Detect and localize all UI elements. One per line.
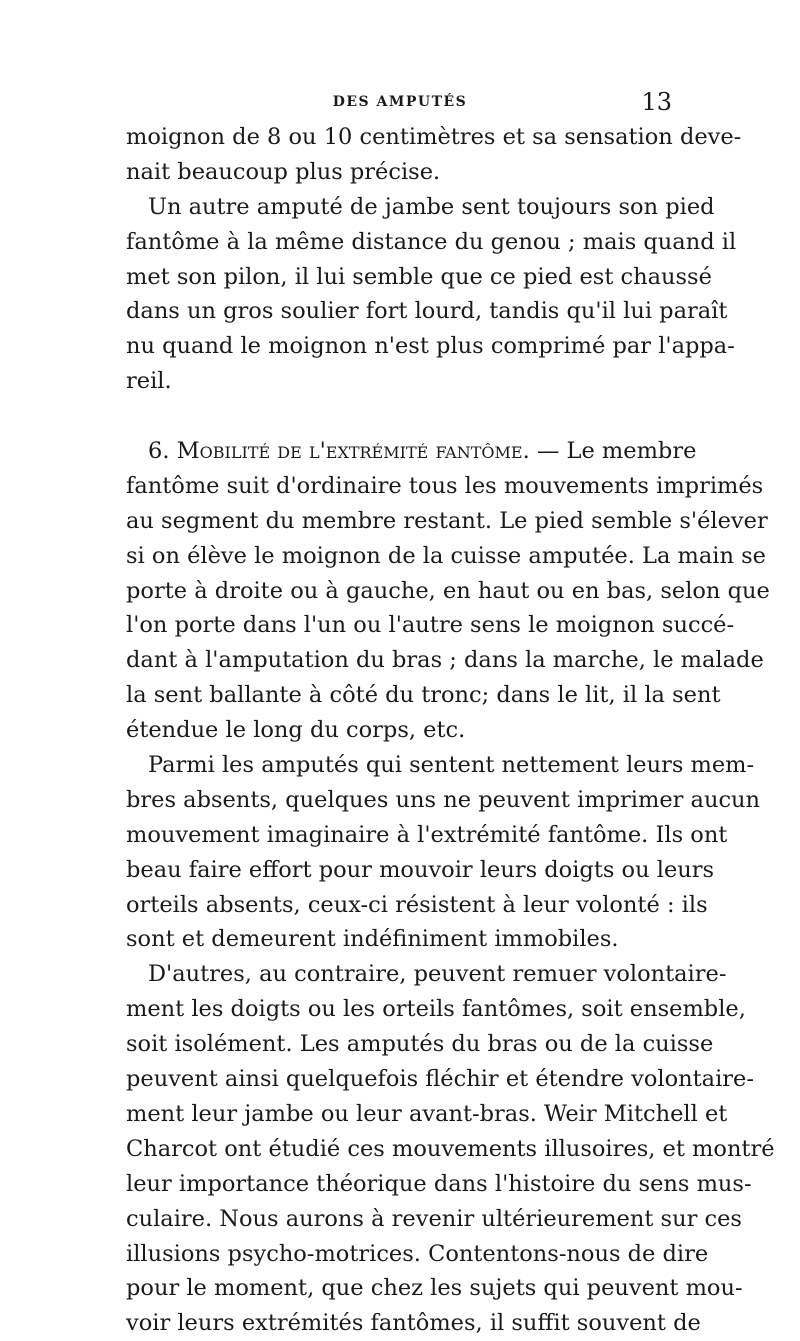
- text-line: mouvement imaginaire à l'extrémité fantôme. Ils ont: [126, 821, 728, 848]
- paragraph-4: [126, 748, 761, 957]
- paragraph-3: [126, 434, 770, 748]
- text-line: Charcot ont étudié ces mouvements illusoires, et montré: [126, 1135, 775, 1162]
- page-number: 13: [641, 88, 672, 116]
- text-line: nait beaucoup plus précise.: [126, 158, 441, 185]
- text-line: illusions psycho-motrices. Contentons-nous de dire: [126, 1240, 709, 1267]
- text-line: moignon de 8 ou 10 centimètres et sa sensation deve-: [126, 124, 742, 150]
- paragraph-2: [126, 190, 737, 399]
- text-line: Parmi les amputés qui sentent nettement leurs mem-: [148, 752, 755, 779]
- text-line: si on élève le moignon de la cuisse amputée. La main se: [126, 542, 766, 569]
- page-header: [126, 88, 674, 118]
- text-line: dans un gros soulier fort lourd, tandis qu'il lui paraît: [126, 298, 728, 325]
- section-gap: [126, 399, 672, 434]
- text-line: [126, 434, 697, 469]
- text-line: l'on porte dans l'un ou l'autre sens le moignon succé-: [126, 612, 735, 639]
- text-line: dant à l'amputation du bras ; dans la marche, le malade: [126, 647, 764, 674]
- text-line: soit isolément. Les amputés du bras ou de la cuisse: [126, 1031, 714, 1058]
- text-line: ment leur jambe ou leur avant-bras. Weir Mitchell et: [126, 1100, 728, 1127]
- section-heading: 6. Mobilité de l'extrémité fantôme.: [148, 438, 530, 465]
- text-line: voir leurs extrémités fantômes, il suffit souvent de: [126, 1310, 701, 1337]
- text-line: la sent ballante à côté du tronc; dans le lit, il la sent: [126, 682, 721, 709]
- paragraph-5: [126, 957, 775, 1341]
- text-line: orteils absents, ceux-ci résistent à leur volonté : ils: [126, 891, 708, 918]
- running-head: DES AMPUTÉS: [332, 94, 468, 110]
- text-line: leur importance théorique dans l'histoire du sens mus-: [126, 1170, 752, 1197]
- text-line: au segment du membre restant. Le pied semble s'élever: [126, 507, 768, 534]
- text-line: pour le moment, que chez les sujets qui peuvent mou-: [126, 1275, 743, 1302]
- text-line: ment les doigts ou les orteils fantômes, soit ensemble,: [126, 996, 746, 1023]
- text-line: fantôme à la même distance du genou ; mais quand il: [126, 228, 737, 255]
- heading-continuation: — Le membre: [529, 438, 697, 465]
- text-line: peuvent ainsi quelquefois fléchir et étendre volontaire-: [126, 1066, 754, 1093]
- text-line: étendue le long du corps, etc.: [126, 717, 466, 744]
- paragraph-1: [126, 120, 742, 190]
- text-line: D'autres, au contraire, peuvent remuer volontaire-: [148, 961, 727, 988]
- text-line: porte à droite ou à gauche, en haut ou en bas, selon que: [126, 577, 770, 604]
- text-line: reil.: [126, 368, 172, 395]
- text-line: fantôme suit d'ordinaire tous les mouvements imprimés: [126, 472, 764, 499]
- text-line: sont et demeurent indéfiniment immobiles.: [126, 926, 619, 953]
- text-line: met son pilon, il lui semble que ce pied est chaussé: [126, 263, 712, 290]
- page-body: [126, 120, 775, 1341]
- text-line: Un autre amputé de jambe sent toujours son pied: [148, 193, 715, 220]
- text-line: nu quand le moignon n'est plus comprimé par l'appa-: [126, 333, 735, 360]
- text-line: culaire. Nous aurons à revenir ultérieurement sur ces: [126, 1205, 742, 1232]
- text-line: beau faire effort pour mouvoir leurs doigts ou leurs: [126, 856, 715, 883]
- text-line: bres absents, quelques uns ne peuvent imprimer aucun: [126, 786, 761, 813]
